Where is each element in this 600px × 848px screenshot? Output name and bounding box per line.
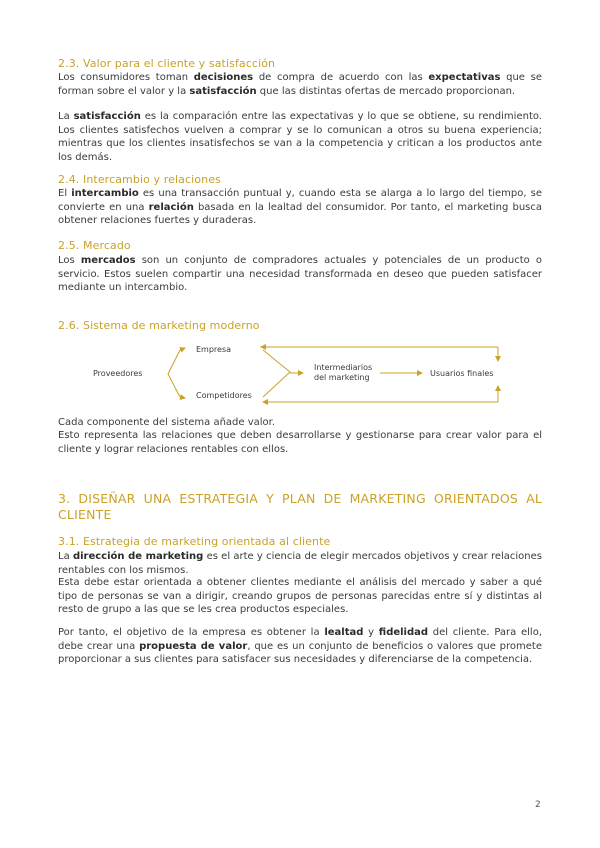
diagram-node-intermediarios-2: del marketing xyxy=(314,373,370,382)
diagram-node-proveedores: Proveedores xyxy=(93,369,143,378)
bold-term: fidelidad xyxy=(378,627,429,638)
section-3-1-paragraph-1: La dirección de marketing es el arte y ciencia de elegir mercados objetivos y crear relaciones rentables con los mismos. xyxy=(58,551,542,576)
diagram-node-intermediarios-1: Intermediarios xyxy=(314,363,373,372)
marketing-system-diagram xyxy=(58,336,542,414)
section-2-5-title: 2.5. Mercado xyxy=(58,239,131,252)
bold-term: satisfacción xyxy=(73,111,141,122)
section-2-3-title: 2.3. Valor para el cliente y satisfacción xyxy=(58,57,276,70)
section-2-6-paragraph-2: Esto representa las relaciones que deben desarrollarse y gestionarse para crear valor para el cliente y lograr relaciones rentables con ellos. xyxy=(58,430,542,455)
page-number: 2 xyxy=(535,800,541,810)
bold-term: intercambio xyxy=(71,188,139,199)
section-2-4-title: 2.4. Intercambio y relaciones xyxy=(58,173,221,186)
bold-term: mercados xyxy=(80,255,136,266)
diagram-arrow-left xyxy=(168,350,180,397)
section-3-1-paragraph-2: Esta debe estar orientada a obtener clientes mediante el análisis del mercado y saber a qué tipo de personas se van a dirigir, creando grupos de personas parecidas entre sí y distintas al resto de grupo a las que se les crea productos especiales. xyxy=(58,577,542,615)
diagram-node-empresa: Empresa xyxy=(196,345,232,354)
bold-term: expectativas xyxy=(428,72,501,83)
bold-term: decisiones xyxy=(193,72,254,83)
section-2-3-paragraph-1: Los consumidores toman decisiones de compra de acuerdo con las expectativas que se forman sobre el valor y la satisfacción que las distintas ofertas de mercado proporcionan. xyxy=(58,72,542,97)
section-2-3-paragraph-2: La satisfacción es la comparación entre las expectativas y lo que se obtiene, su rendimiento. Los clientes satisfechos vuelven a comprar y se lo comunican a otros su buena experiencia; mientras que los clientes insatisfechos se van a la competencia y critican a los productos ante los demás. xyxy=(58,111,542,163)
section-2-6-paragraph-1: Cada componente del sistema añade valor. xyxy=(58,417,276,428)
bold-term: lealtad xyxy=(324,627,364,638)
bold-term: satisfacción xyxy=(189,85,257,97)
section-3-1-title: 3.1. Estrategia de marketing orientada al cliente xyxy=(58,535,331,548)
section-2-5-paragraph-1: Los mercados son un conjunto de compradores actuales y potenciales de un producto o servicio. Estos suelen compartir una necesidad transformada en deseo que pueden satisfacer mediante un intercambio. xyxy=(58,255,542,293)
bold-term: dirección de marketing xyxy=(72,551,204,562)
diagram-node-competidores: Competidores xyxy=(196,391,252,400)
bold-term: propuesta de valor xyxy=(139,640,248,652)
section-2-4-paragraph-1: El intercambio es una transacción puntual y, cuando esta se alarga a lo largo del tiempo, se convierte en una relación basada en la lealtad del consumidor. Por tanto, el marketing busca obtener relaciones fuertes y duraderas. xyxy=(58,188,542,226)
bold-term: relación xyxy=(148,201,194,213)
section-3-1-paragraph-3: Por tanto, el objetivo de la empresa es obtener la lealtad y fidelidad del cliente. Para ello, debe crear una propuesta de valor, que es un conjunto de beneficios o valores que promete proporcionar a sus clientes para satisfacer sus necesidades y diferenciarse de la competencia. xyxy=(58,627,543,665)
chapter-3-title: 3. DISEÑAR UNA ESTRATEGIA Y PLAN DE MARKETING ORIENTADOS AL CLIENTE xyxy=(58,491,542,522)
section-2-6-title: 2.6. Sistema de marketing moderno xyxy=(58,319,260,332)
diagram-node-usuarios-finales: Usuarios finales xyxy=(430,369,494,378)
